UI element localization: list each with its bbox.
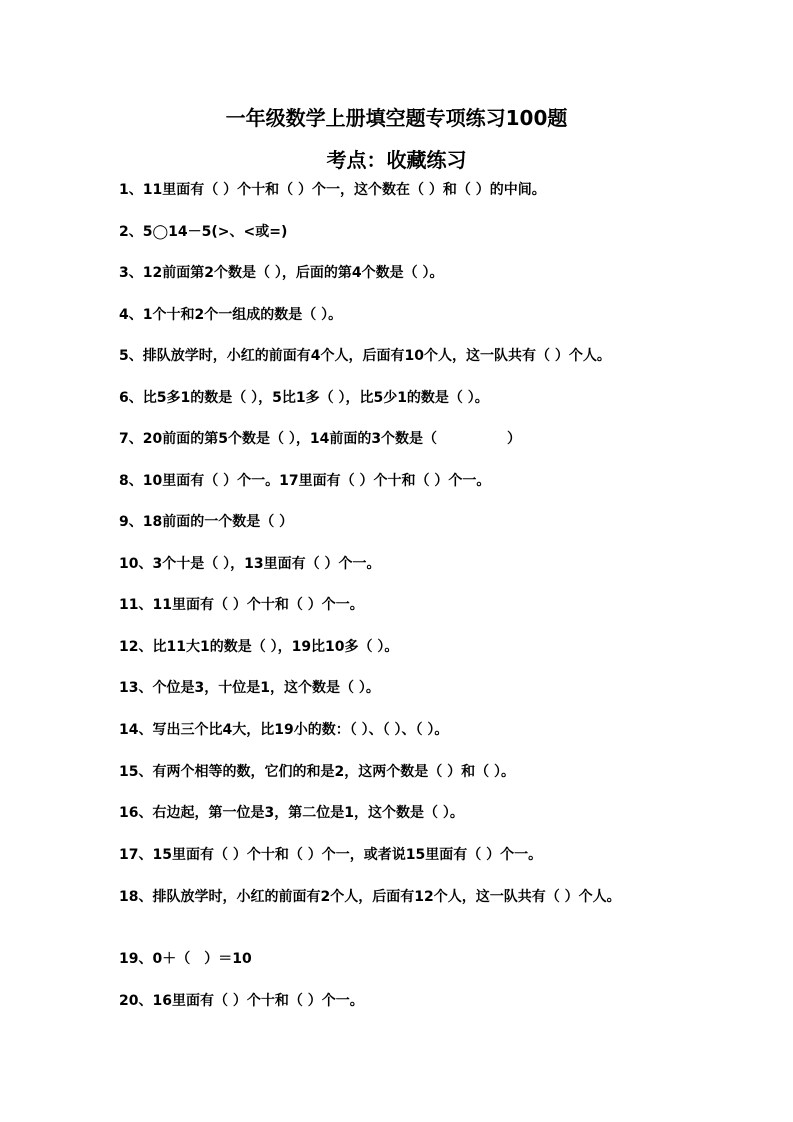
question-3: 3、12前面第2个数是（ ），后面的第4个数是（ ）。: [119, 265, 444, 281]
question-9: 9、18前面的一个数是（ ）: [119, 514, 294, 530]
question-16: 16、右边起，第一位是3，第二位是1，这个数是（ ）。: [119, 805, 464, 821]
question-13: 13、个位是3，十位是1，这个数是（ ）。: [119, 680, 380, 696]
question-7: 7、20前面的第5个数是（ ），14前面的3个数是（ ）: [119, 431, 522, 447]
question-20: 20、16里面有（ ）个十和（ ）个一。: [119, 993, 364, 1009]
question-17: 17、15里面有（ ）个十和（ ）个一，或者说15里面有（ ）个一。: [119, 847, 543, 863]
question-12: 12、比11大1的数是（ ），19比10多（ ）。: [119, 639, 399, 655]
question-8: 8、10里面有（ ）个一。17里面有（ ）个十和（ ）个一。: [119, 473, 491, 489]
question-11: 11、11里面有（ ）个十和（ ）个一。: [119, 597, 364, 613]
question-15: 15、有两个相等的数，它们的和是2，这两个数是（ ）和（ ）。: [119, 764, 515, 780]
question-5: 5、排队放学时，小红的前面有4个人，后面有10个人，这一队共有（ ）个人。: [119, 348, 611, 364]
question-19: 19、0＋（ ）＝10: [119, 951, 252, 967]
question-18: 18、排队放学时，小红的前面有2个人，后面有12个人，这一队共有（ ）个人。: [119, 889, 621, 905]
question-1: 1、11里面有（ ）个十和（ ）个一，这个数在（ ）和（ ）的中间。: [119, 182, 546, 198]
question-2: 2、5◯14－5(>、<或=): [119, 224, 288, 240]
question-10: 10、3个十是（ ），13里面有（ ）个一。: [119, 556, 381, 572]
question-4: 4、1个十和2个一组成的数是（ ）。: [119, 307, 343, 323]
question-6: 6、比5多1的数是（ ），5比1多（ ），比5少1的数是（ ）。: [119, 390, 489, 406]
page-title: 一年级数学上册填空题专项练习100题: [225, 106, 568, 130]
question-14: 14、写出三个比4大，比19小的数：（ ）、（ ）、（ ）。: [119, 722, 449, 738]
page-subtitle: 考点：收藏练习: [326, 148, 467, 172]
